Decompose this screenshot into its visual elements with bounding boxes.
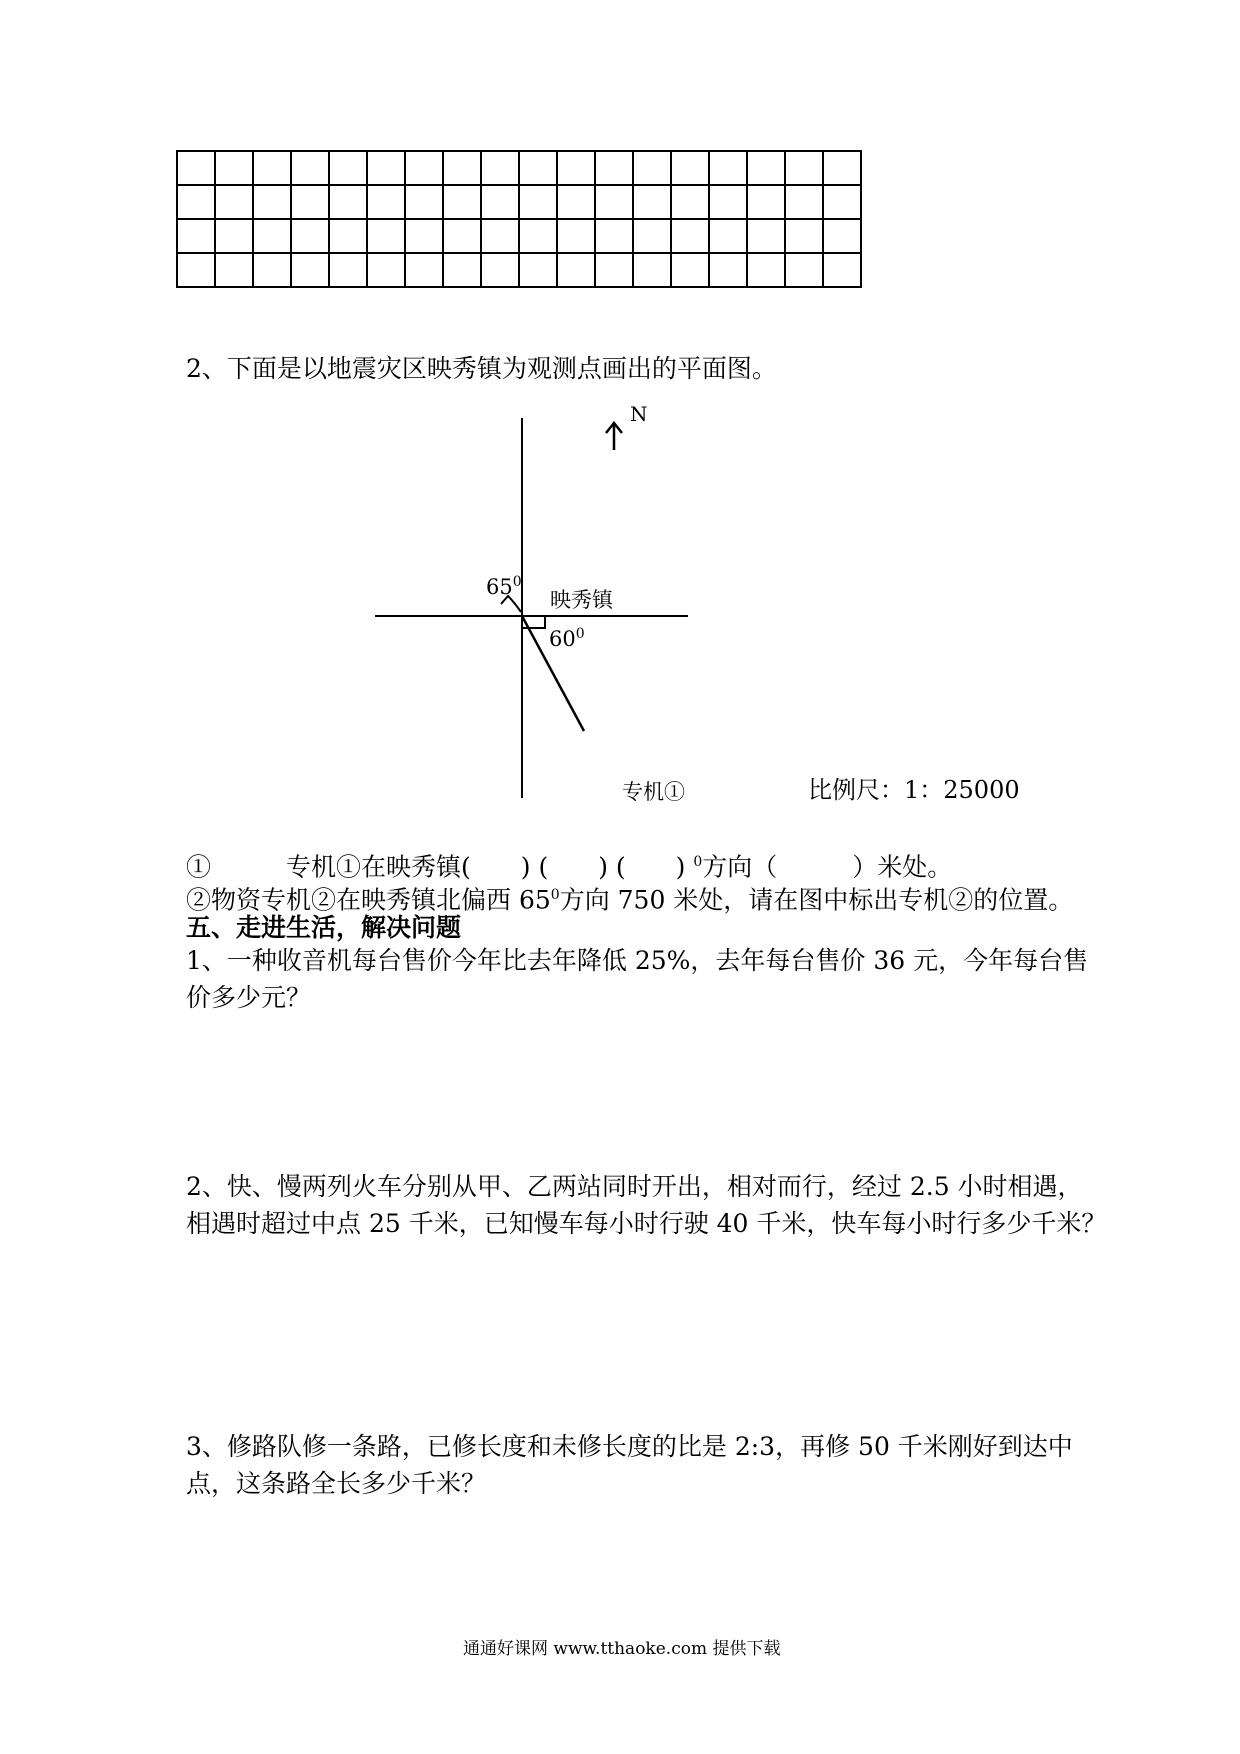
town-label: 映秀镇 (550, 588, 613, 612)
q2-item1: ① 专机①在映秀镇( ) ( ) ( ) $^0$方向（ ）米处。 (186, 852, 953, 882)
plane1-label: 专机① (622, 780, 685, 804)
angle-label-60: $60^0$ (549, 626, 585, 651)
scale-label: 比例尺：1：25000 (808, 776, 1020, 804)
problem1-line2: 价多少元？ (186, 983, 312, 1012)
problem1-line1: 1、一种收音机每台售价今年比去年降低 25%，去年每台售价 36 元，今年每台售 (186, 946, 1089, 975)
q2-item2: ②物资专机②在映秀镇北偏西 $65^0$方向 750 米处，请在图中标出专机②的位置。 (186, 885, 1074, 915)
section5-heading: 五、走进生活，解决问题 (186, 913, 462, 942)
problem3-line1: 3、修路队修一条路，已修长度和未修长度的比是 2:3，再修 50 千米刚好到达中 (186, 1432, 1073, 1461)
north-label: N (630, 402, 648, 426)
problem2-line1: 2、快、慢两列火车分别从甲、乙两站同时开出，相对而行，经过 2.5 小时相遇， (186, 1172, 1083, 1201)
footer-credit: 通通好课网 www.tthaoke.com 提供下载 (463, 1639, 781, 1659)
problem2-line2: 相遇时超过中点 25 千米，已知慢车每小时行驶 40 千米，快车每小时行多少千米？ (186, 1209, 1107, 1238)
angle-label-65: $65^0$ (486, 574, 522, 599)
north-arrow-icon (606, 423, 622, 450)
q2-intro: 2、下面是以地震灾区映秀镇为观测点画出的平面图。 (186, 354, 777, 383)
problem3-line2: 点，这条路全长多少千米？ (186, 1469, 487, 1498)
